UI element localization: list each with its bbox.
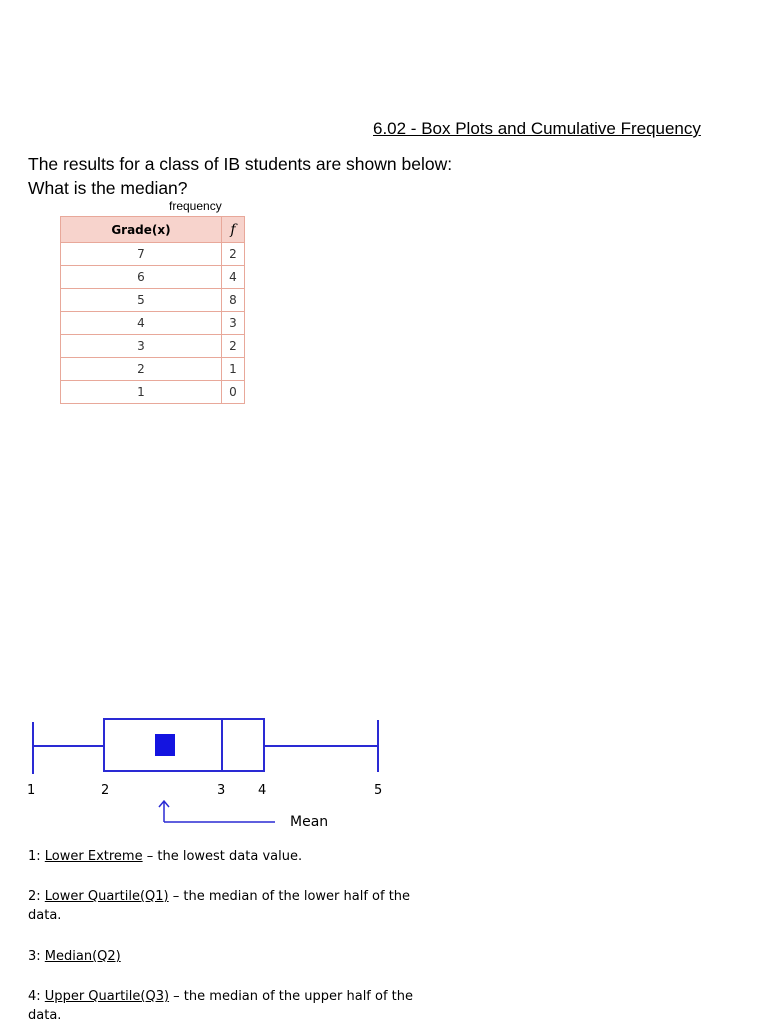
grade-cell: 6 [61,266,222,289]
note-description: – the median of the lower half of the data. [28,889,411,923]
note-upper-quartile [28,987,438,1025]
table-row [61,243,245,266]
note-term: Lower Extreme [44,849,143,864]
frequency-cell: 2 [221,243,244,266]
note-lower-extreme [28,847,438,866]
frequency-cell: 3 [221,312,244,335]
frequency-cell: 0 [221,381,244,404]
grade-cell: 1 [61,381,222,404]
grade-cell: 7 [61,243,222,266]
note-number: 3: [28,949,41,964]
tick-label: 5 [374,783,383,798]
tick-label: 2 [101,783,110,798]
frequency-caption: frequency [169,199,222,213]
mean-label: Mean [290,814,329,830]
grade-cell: 4 [61,312,222,335]
grade-column-header: Grade(x) [61,217,222,243]
frequency-column-header: f [221,217,244,243]
frequency-cell: 8 [221,289,244,312]
note-median [28,947,438,966]
note-description: – the median of the upper half of the data. [28,989,414,1023]
note-term: Upper Quartile(Q3) [44,989,170,1004]
frequency-cell: 4 [221,266,244,289]
tick-label: 1 [27,783,36,798]
box-plot-diagram [0,700,440,840]
box-body [104,719,264,771]
note-lower-quartile [28,887,438,925]
mean-arrow [159,801,275,822]
question-line-1: The results for a class of IB students are shown below: [28,154,453,174]
grade-cell: 3 [61,335,222,358]
frequency-cell: 2 [221,335,244,358]
table-row [61,381,245,404]
grade-cell: 2 [61,358,222,381]
mean-marker [155,734,175,756]
note-number: 2: [28,889,41,904]
note-description: – the lowest data value. [142,849,303,864]
frequency-cell: 1 [221,358,244,381]
tick-label: 3 [217,783,226,798]
note-number: 4: [28,989,41,1004]
note-term: Median(Q2) [44,949,121,964]
note-term: Lower Quartile(Q1) [44,889,169,904]
table-row [61,266,245,289]
table-row [61,312,245,335]
table-row [61,335,245,358]
table-row [61,289,245,312]
grade-frequency-table [60,216,245,404]
question-text [28,152,452,200]
note-number: 1: [28,849,41,864]
question-line-2: What is the median? [28,178,188,198]
table-row [61,358,245,381]
tick-label: 4 [258,783,267,798]
grade-cell: 5 [61,289,222,312]
table-header-row [61,217,245,243]
page-title: 6.02 - Box Plots and Cumulative Frequency [373,119,701,138]
